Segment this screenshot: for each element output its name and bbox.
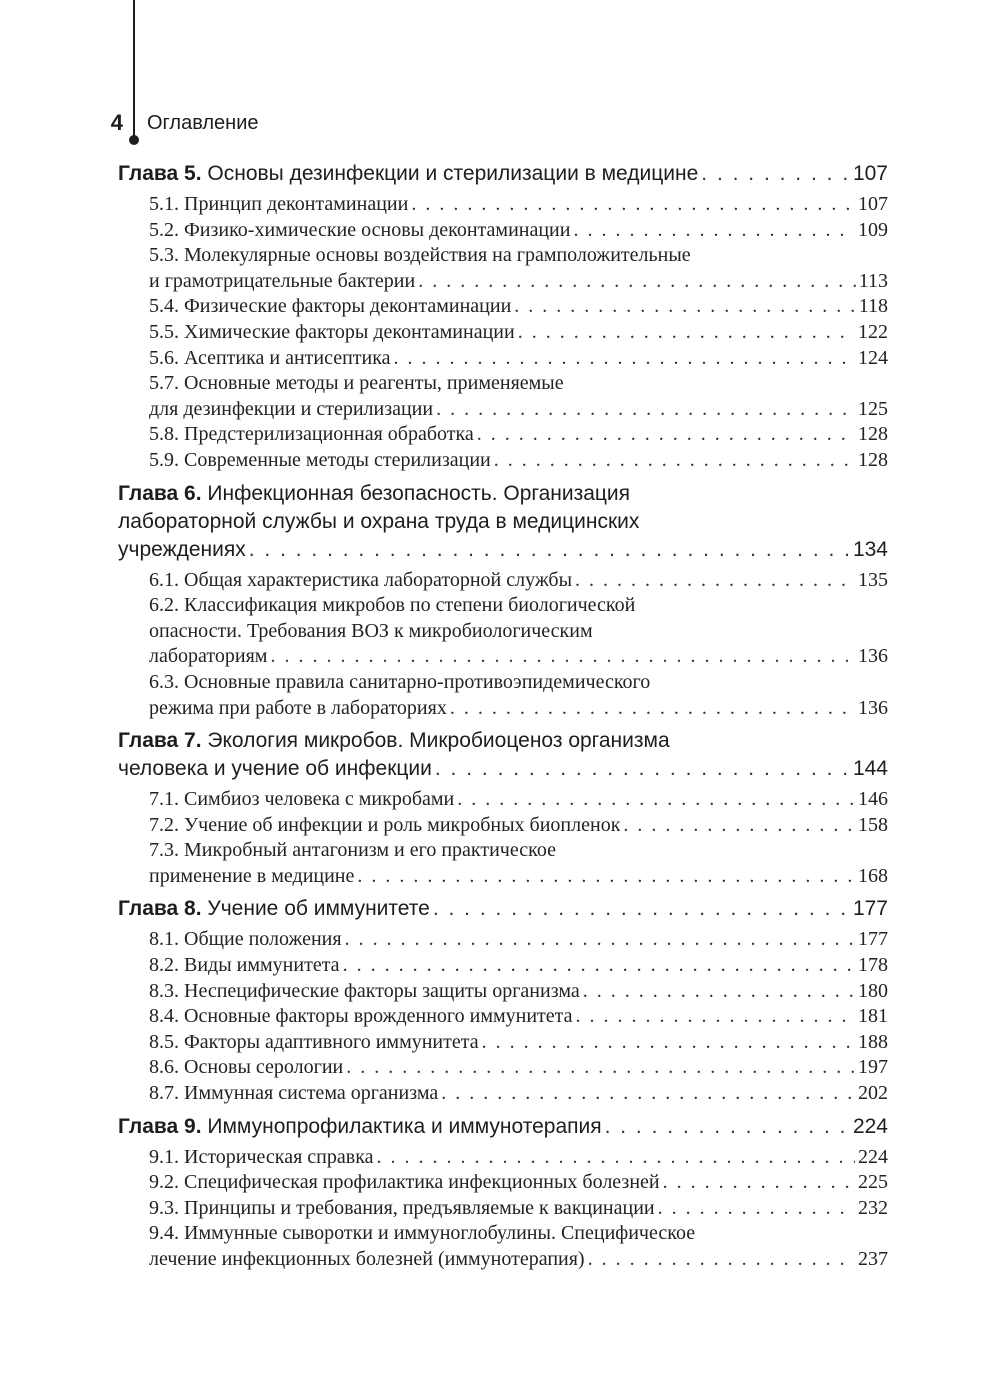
section-entry[interactable] (118, 192, 888, 218)
leader-dots (270, 644, 855, 670)
chapter-title: Иммунопрофилактика и иммунотерапия (207, 1114, 602, 1138)
section-title: 8.6. Основы серологии (149, 1056, 344, 1079)
section-page-number: 128 (858, 423, 888, 446)
section-list (118, 192, 888, 474)
section-title: 5.3. Молекулярные основы воздействия на грамположительные (149, 244, 691, 267)
section-entry[interactable] (118, 1004, 888, 1030)
section-title: лабораториям (149, 645, 268, 668)
section-page-number: 125 (858, 397, 888, 420)
section-title: 8.3. Неспецифические факторы защиты организма (149, 979, 580, 1002)
section-title: 5.2. Физико-химические основы деконтаминации (149, 218, 571, 241)
section-title: 9.1. Историческая справка (149, 1145, 374, 1168)
section-title: режима при работе в лабораториях (149, 696, 447, 719)
section-page-number: 202 (858, 1082, 888, 1105)
chapter-page-number: 177 (852, 897, 888, 921)
section-list (118, 787, 888, 889)
running-title: Оглавление (147, 112, 259, 134)
leader-dots (494, 448, 855, 474)
section-title: лечение инфекционных болезней (иммунотерапия) (149, 1248, 585, 1270)
chapter-label: Глава 8. (118, 897, 202, 921)
section-title: 6.3. Основные правила санитарно-противоэпидемического (149, 670, 651, 693)
leader-dots (411, 192, 855, 218)
leader-dots (477, 422, 855, 448)
section-page-number: 178 (858, 954, 888, 977)
leader-dots (357, 864, 855, 890)
section-title: 5.1. Принцип деконтаминации (149, 193, 409, 215)
section-page-number: 128 (858, 448, 888, 471)
section-title: и грамотрицательные бактерии (149, 269, 416, 292)
chapter-page-number: 134 (852, 537, 888, 561)
section-list (118, 568, 888, 722)
section-entry[interactable] (118, 838, 888, 889)
leader-dots (518, 320, 855, 346)
section-title: 8.4. Основные факторы врожденного иммунитета (149, 1005, 573, 1028)
chapter-heading[interactable] (118, 727, 888, 783)
section-title: 5.4. Физические факторы деконтаминации (149, 295, 512, 318)
section-entry[interactable] (118, 953, 888, 979)
section-entry[interactable] (118, 1030, 888, 1056)
leader-dots (249, 536, 850, 564)
section-entry[interactable] (118, 1221, 888, 1272)
section-page-number: 122 (858, 320, 888, 343)
leader-dots (346, 1055, 855, 1081)
chapter-label: Глава 6. (118, 481, 202, 505)
section-page-number: 113 (858, 269, 888, 292)
chapter-heading[interactable] (118, 160, 888, 188)
section-page-number: 197 (858, 1056, 888, 1079)
leader-dots (441, 1081, 855, 1107)
leader-dots (377, 1145, 856, 1171)
chapter-label: Глава 9. (118, 1114, 202, 1138)
leader-dots (583, 979, 855, 1005)
section-entry[interactable] (118, 448, 888, 474)
section-page-number: 177 (858, 928, 888, 951)
section-page-number: 107 (858, 193, 888, 215)
section-title: 7.2. Учение об инфекции и роль микробных биопленок (149, 813, 621, 836)
section-page-number: 232 (858, 1196, 888, 1219)
leader-dots (575, 568, 855, 594)
section-entry[interactable] (118, 813, 888, 839)
section-page-number: 124 (858, 346, 888, 369)
leader-dots (576, 1004, 855, 1030)
section-title: 9.3. Принципы и требования, предъявляемые к вакцинации (149, 1196, 655, 1219)
table-of-contents (118, 160, 888, 1279)
section-page-number: 181 (858, 1005, 888, 1028)
chapter-label: Глава 5. (118, 162, 202, 185)
section-page-number: 135 (858, 568, 888, 591)
section-page-number: 118 (858, 295, 888, 318)
section-title: 7.3. Микробный антагонизм и его практическое (149, 839, 556, 862)
section-title: 5.7. Основные методы и реагенты, применяемые (149, 372, 564, 395)
section-title: 8.5. Факторы адаптивного иммунитета (149, 1030, 479, 1053)
leader-dots (457, 787, 855, 813)
chapter-title: Инфекционная безопасность. Организация (207, 481, 631, 505)
section-title: 9.2. Специфическая профилактика инфекционных болезней (149, 1171, 660, 1194)
leader-dots (436, 397, 855, 423)
section-entry[interactable] (118, 1055, 888, 1081)
leader-dots (514, 294, 855, 320)
leader-dots (433, 895, 850, 923)
section-entry[interactable] (118, 593, 888, 670)
leader-dots (588, 1247, 855, 1273)
section-entry[interactable] (118, 218, 888, 244)
section-title: 6.2. Классификация микробов по степени биологической (149, 594, 636, 617)
section-entry[interactable] (118, 371, 888, 422)
section-page-number: 188 (858, 1030, 888, 1053)
section-page-number: 180 (858, 979, 888, 1002)
section-list (118, 927, 888, 1106)
chapter-page-number: 144 (852, 757, 888, 781)
chapter-title: лабораторной службы и охрана труда в медицинских (118, 509, 640, 533)
section-page-number: 158 (858, 813, 888, 836)
section-title: 5.5. Химические факторы деконтаминации (149, 320, 515, 343)
section-title: применение в медицине (149, 864, 355, 887)
leader-dots (482, 1030, 855, 1056)
section-page-number: 237 (858, 1248, 888, 1270)
section-entry[interactable] (118, 346, 888, 372)
leader-dots (573, 218, 855, 244)
chapter-page-number: 224 (852, 1114, 888, 1138)
section-entry[interactable] (118, 422, 888, 448)
section-entry[interactable] (118, 320, 888, 346)
section-entry[interactable] (118, 927, 888, 953)
header-rule (133, 0, 135, 138)
section-entry[interactable] (118, 1196, 888, 1222)
section-page-number: 136 (858, 645, 888, 668)
section-entry[interactable] (118, 979, 888, 1005)
section-entry[interactable] (118, 787, 888, 813)
chapter-heading[interactable] (118, 1113, 888, 1141)
page-number: 4 (110, 110, 123, 135)
leader-dots (663, 1170, 855, 1196)
leader-dots (605, 1113, 850, 1141)
section-title: 8.1. Общие положения (149, 928, 342, 951)
leader-dots (343, 953, 855, 979)
section-page-number: 146 (858, 788, 888, 811)
section-entry[interactable] (118, 1145, 888, 1171)
leader-dots (701, 160, 850, 188)
section-entry[interactable] (118, 294, 888, 320)
chapter-title: Основы дезинфекции и стерилизации в медицине (207, 162, 699, 185)
section-title: 8.7. Иммунная система организма (149, 1082, 439, 1105)
section-page-number: 109 (858, 218, 888, 241)
section-page-number: 136 (858, 696, 888, 719)
section-title: опасности. Требования ВОЗ к микробиологическим (149, 619, 593, 642)
chapter-heading[interactable] (118, 895, 888, 923)
section-title: 6.1. Общая характеристика лабораторной службы (149, 568, 573, 591)
section-entry[interactable] (118, 670, 888, 721)
leader-dots (450, 696, 855, 722)
chapter-heading[interactable] (118, 480, 888, 564)
section-title: 9.4. Иммунные сыворотки и иммуноглобулины. Специфическое (149, 1222, 696, 1245)
leader-dots (345, 927, 855, 953)
section-title: 7.1. Симбиоз человека с микробами (149, 788, 455, 811)
leader-dots (658, 1196, 855, 1222)
chapter-page-number: 107 (852, 162, 888, 185)
chapter-title: учреждениях (118, 537, 246, 561)
section-entry[interactable] (118, 1081, 888, 1107)
section-entry[interactable] (118, 1170, 888, 1196)
leader-dots (435, 755, 850, 783)
section-title: 5.9. Современные методы стерилизации (149, 448, 491, 471)
chapter-title: Экология микробов. Микробиоценоз организма (207, 729, 670, 753)
chapter-label: Глава 7. (118, 729, 202, 753)
section-entry[interactable] (118, 568, 888, 594)
section-page-number: 225 (858, 1171, 888, 1194)
section-entry[interactable] (118, 243, 888, 294)
section-page-number: 224 (858, 1145, 888, 1168)
leader-dots (418, 269, 856, 295)
section-page-number: 168 (858, 864, 888, 887)
leader-dots (394, 346, 855, 372)
section-list (118, 1145, 888, 1273)
chapter-title: человека и учение об инфекции (118, 757, 432, 781)
header-dot (129, 135, 139, 145)
chapter-title: Учение об иммунитете (207, 897, 430, 921)
leader-dots (623, 813, 855, 839)
section-title: 5.6. Асептика и антисептика (149, 346, 391, 369)
section-title: для дезинфекции и стерилизации (149, 397, 434, 420)
section-title: 5.8. Предстерилизационная обработка (149, 423, 474, 446)
section-title: 8.2. Виды иммунитета (149, 954, 340, 977)
